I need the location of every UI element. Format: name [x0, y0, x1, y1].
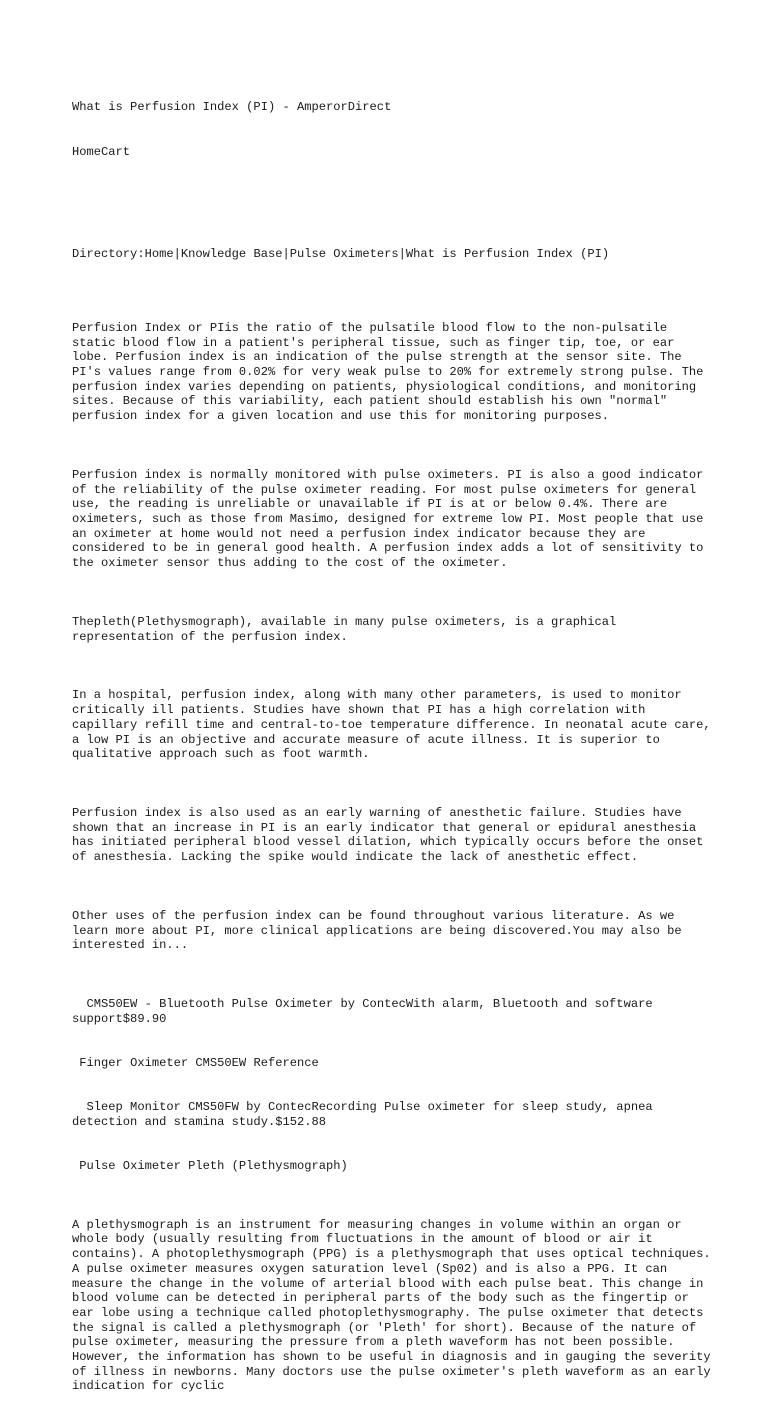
pleth-section-body: A plethysmograph is an instrument for measuring changes in volume within an organ or whole body (usually resulting from fluctuations in the amount of blood or air it contains). A photoplethysmograph (PPG) is a plethysmograph that uses optical techniques. A pulse oximeter measures oxygen saturation level (Sp02) and is also a PPG. It can measure the change in the volume of arterial blood with each pulse beat. This change in blood volume can be detected in peripheral parts of the body such as the fingertip or ear lobe using a technique called photoplethysmography. The pulse oximeter that detects the signal is called a plethysmograph (or 'Pleth' for short). Because of the nature of pulse oximeter, measuring the pressure from a pleth waveform has not been possible. However, the information has shown to be useful in diagnosis and in gauging the severity of illness in newborns. Many doctors use the pulse oximeter's pleth waveform as an early indication for cyclic	[72, 1217, 718, 1394]
related-product-link[interactable]: CMS50EW - Bluetooth Pulse Oximeter by ContecWith alarm, Bluetooth and software support$89.90	[72, 997, 660, 1026]
related-product-link[interactable]: Finger Oximeter CMS50EW Reference	[72, 1056, 319, 1070]
breadcrumb-pulse-oximeters[interactable]: Pulse Oximeters	[289, 247, 399, 262]
nav-cart-link[interactable]: Cart	[101, 144, 131, 159]
breadcrumb-separator: |	[398, 247, 406, 262]
breadcrumb	[72, 247, 712, 262]
article-paragraph: Perfusion index is normally monitored with pulse oximeters. PI is also a good indicator of the reliability of the pulse oximeter reading. For most pulse oximeters for general use, the reading is unreliable or unavailable if PI is at or below 0.4%. There are oximeters, such as those from Masimo, designed for extreme low PI. Most people that use an oximeter at home would not need a perfusion index indicator because they are considered to be in general good health. A perfusion index adds a lot of sensitivity to the oximeter sensor thus adding to the cost of the oximeter.	[72, 467, 711, 571]
breadcrumb-home[interactable]: Home	[144, 247, 174, 262]
document-page	[72, 71, 718, 1409]
breadcrumb-current: What is Perfusion Index (PI)	[405, 247, 610, 262]
breadcrumb-separator: |	[282, 247, 290, 262]
article-paragraph: Thepleth(Plethysmograph), available in many pulse oximeters, is a graphical representation of the perfusion index.	[72, 614, 624, 644]
article-paragraph: Perfusion index is also used as an early warning of anesthetic failure. Studies have shown that an increase in PI is an early indicator that general or epidural anesthesia has initiated peripheral blood vessel dilation, which typically occurs before the onset of anesthesia. Lacking the spike would indicate the lack of anesthetic effect.	[72, 806, 711, 865]
related-article-link[interactable]: Pulse Oximeter Pleth (Plethysmograph)	[72, 1158, 348, 1173]
article-paragraph: Perfusion Index or PIis the ratio of the pulsatile blood flow to the non-pulsatile static blood flow in a patient's peripheral tissue, such as finger tip, toe, or ear lobe. Perfusion index is an indication of the pulse strength at the sensor site. The PI's values range from 0.02% for very weak pulse to 20% for extremely strong pulse. The perfusion index varies depending on patients, physiological conditions, and monitoring sites. Because of this variability, each patient should establish his own "normal" perfusion index for a given location and use this for monitoring purposes.	[72, 320, 711, 424]
related-product-link[interactable]: Sleep Monitor CMS50FW by ContecRecording Pulse oximeter for sleep study, apnea detection and stamina study.$152.88	[72, 1100, 660, 1129]
spacer	[72, 189, 712, 204]
breadcrumb-knowledge-base[interactable]: Knowledge Base	[180, 247, 283, 262]
nav-home-link[interactable]: Home	[72, 144, 102, 159]
article-paragraph: Other uses of the perfusion index can be found throughout various literature. As we learn more about PI, more clinical applications are being discovered.You may also be interested in...	[72, 908, 689, 953]
breadcrumb-label: Directory:	[72, 247, 145, 262]
top-nav	[72, 145, 712, 160]
page-title: What is Perfusion Index (PI) - AmperorDirect	[72, 100, 392, 115]
breadcrumb-separator: |	[173, 247, 181, 262]
article-paragraph: In a hospital, perfusion index, along with many other parameters, is used to monitor critically ill patients. Studies have shown that PI has a high correlation with capillary refill time and central-to-toe temperature difference. In neonatal acute care, a low PI is an objective and accurate measure of acute illness. It is superior to qualitative approach such as foot warmth.	[72, 688, 718, 762]
